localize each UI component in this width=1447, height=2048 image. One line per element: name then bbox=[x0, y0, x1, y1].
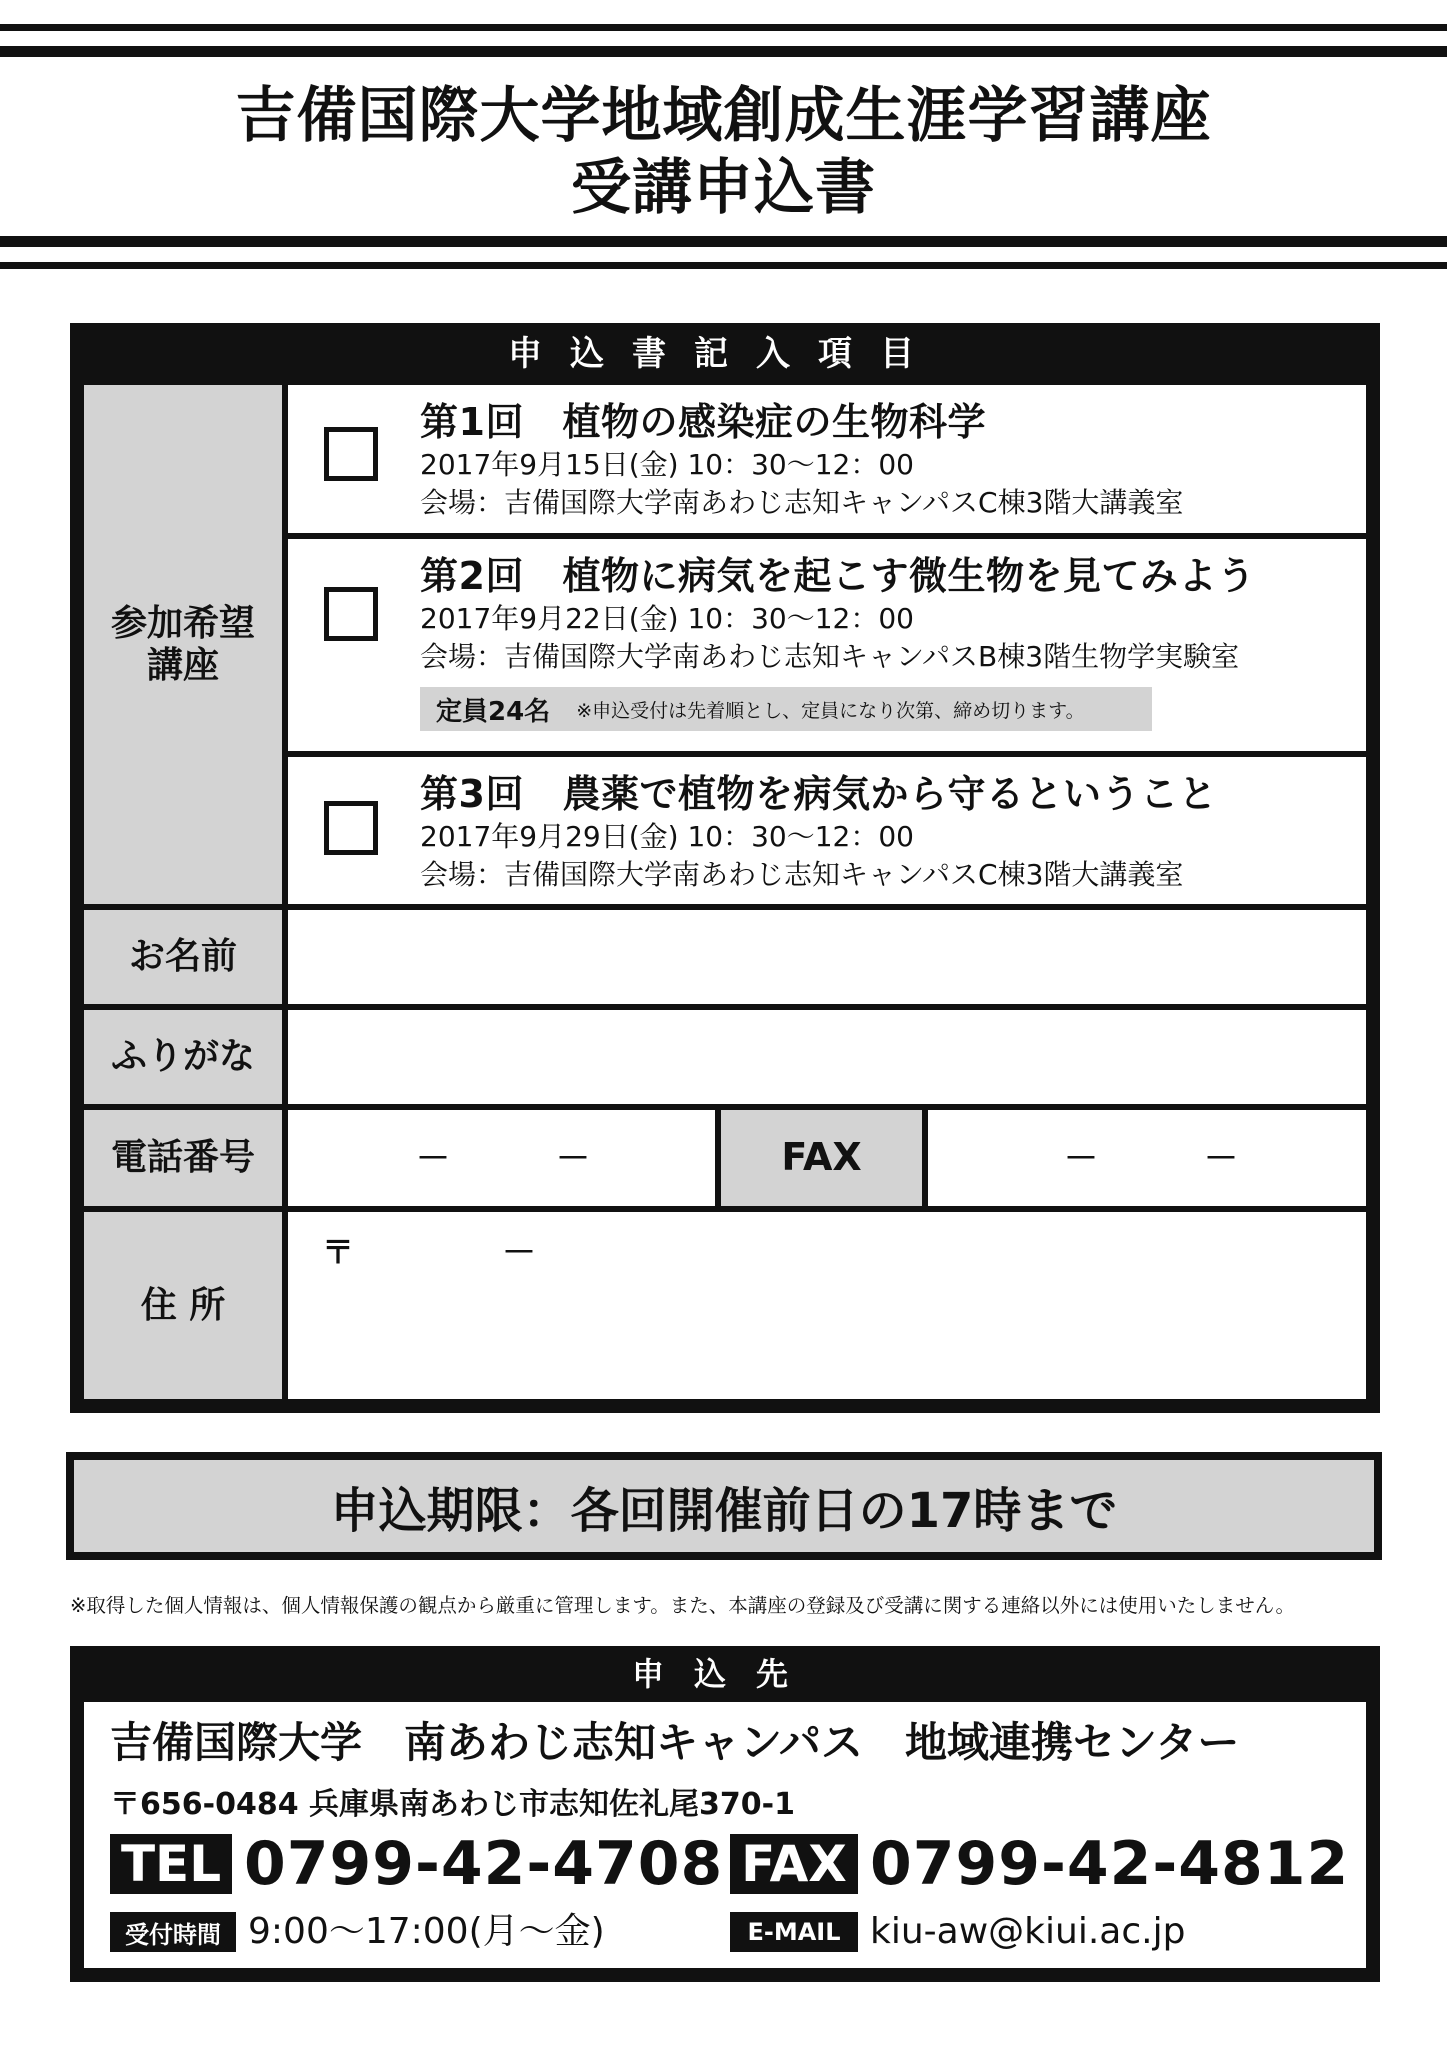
form-header: 申込書記入項目 bbox=[508, 334, 942, 374]
session-3-checkbox[interactable] bbox=[324, 801, 378, 855]
phone-field[interactable] bbox=[288, 1110, 715, 1206]
session-3-date: 2017年9月29日(金) 10：30～12：00 bbox=[420, 820, 914, 853]
address-label: 住 所 bbox=[84, 1212, 282, 1399]
session-1-checkbox[interactable] bbox=[324, 427, 378, 481]
session-1-date: 2017年9月15日(金) 10：30～12：00 bbox=[420, 448, 914, 481]
furigana-label: ふりがな bbox=[84, 1010, 282, 1104]
session-2-venue: 会場：吉備国際大学南あわじ志知キャンパスB棟3階生物学実験室 bbox=[420, 640, 1240, 673]
capacity-note: ※申込受付は先着順とし、定員になり次第、締め切ります。 bbox=[576, 699, 1085, 722]
email-address[interactable]: kiu-aw@kiui.ac.jp bbox=[870, 1911, 1186, 1952]
session-2-title: 第2回 植物に病気を起こす微生物を見てみよう bbox=[420, 554, 1256, 598]
fax-number: 0799-42-4812 bbox=[870, 1829, 1350, 1899]
form-grid bbox=[84, 385, 1366, 1399]
top-rule-1 bbox=[0, 24, 1447, 31]
name-label: お名前 bbox=[84, 910, 282, 1004]
session-3-row bbox=[288, 757, 1366, 904]
top-rule-2 bbox=[0, 46, 1447, 57]
deadline-text: 申込期限：各回開催前日の17時まで bbox=[74, 1460, 1374, 1552]
session-2-date: 2017年9月22日(金) 10：30～12：00 bbox=[420, 602, 914, 635]
postal-mark: 〒 bbox=[322, 1233, 355, 1271]
bottom-rule-1 bbox=[0, 236, 1447, 247]
course-label: 参加希望講座 bbox=[84, 385, 282, 904]
session-2-checkbox[interactable] bbox=[324, 587, 378, 641]
postal-dash: － bbox=[502, 1233, 536, 1273]
fax-dash-1: － bbox=[1064, 1139, 1098, 1179]
fax-field[interactable] bbox=[928, 1110, 1366, 1206]
capacity-text: 定員24名 bbox=[436, 696, 551, 727]
fax-label: FAX bbox=[721, 1110, 922, 1206]
session-1-title: 第1回 植物の感染症の生物科学 bbox=[420, 400, 986, 444]
address-field[interactable] bbox=[288, 1212, 1366, 1399]
application-form bbox=[70, 323, 1380, 1413]
hours-tag: 受付時間 bbox=[110, 1912, 236, 1952]
fax-dash-2: － bbox=[1204, 1139, 1238, 1179]
email-tag: E-MAIL bbox=[730, 1912, 858, 1952]
phone-label: 電話番号 bbox=[84, 1110, 282, 1206]
hours-text: 9:00～17:00(月～金) bbox=[248, 1911, 605, 1952]
page-title: 吉備国際大学地域創成生涯学習講座 bbox=[235, 81, 1212, 151]
name-field[interactable] bbox=[288, 910, 1366, 1004]
phone-dash-2: － bbox=[556, 1139, 590, 1179]
session-1-venue: 会場：吉備国際大学南あわじ志知キャンパスC棟3階大講義室 bbox=[420, 486, 1184, 519]
privacy-note: ※取得した個人情報は、個人情報保護の観点から厳重に管理します。また、本講座の登録及び受講に関する連絡以外には使用いたしません。 bbox=[70, 1594, 1295, 1617]
fax-tag: FAX bbox=[730, 1834, 858, 1894]
contact-box bbox=[70, 1646, 1380, 1982]
session-3-venue: 会場：吉備国際大学南あわじ志知キャンパスC棟3階大講義室 bbox=[420, 858, 1184, 891]
session-1-row bbox=[288, 385, 1366, 533]
deadline-box bbox=[66, 1452, 1382, 1560]
session-2-row bbox=[288, 539, 1366, 751]
contact-address: 〒656-0484 兵庫県南あわじ市志知佐礼尾370-1 bbox=[110, 1787, 795, 1822]
capacity-note-box bbox=[420, 687, 1152, 731]
tel-tag: TEL bbox=[110, 1834, 232, 1894]
tel-number[interactable]: 0799-42-4708 bbox=[244, 1829, 724, 1899]
phone-dash-1: － bbox=[416, 1139, 450, 1179]
contact-body bbox=[84, 1702, 1366, 1968]
session-3-title: 第3回 農薬で植物を病気から守るということ bbox=[420, 772, 1217, 816]
contact-header: 申込先 bbox=[631, 1655, 818, 1693]
furigana-field[interactable] bbox=[288, 1010, 1366, 1104]
bottom-rule-2 bbox=[0, 262, 1447, 269]
contact-organization: 吉備国際大学 南あわじ志知キャンパス 地域連携センター bbox=[110, 1718, 1240, 1767]
page-subtitle: 受講申込書 bbox=[571, 153, 876, 223]
